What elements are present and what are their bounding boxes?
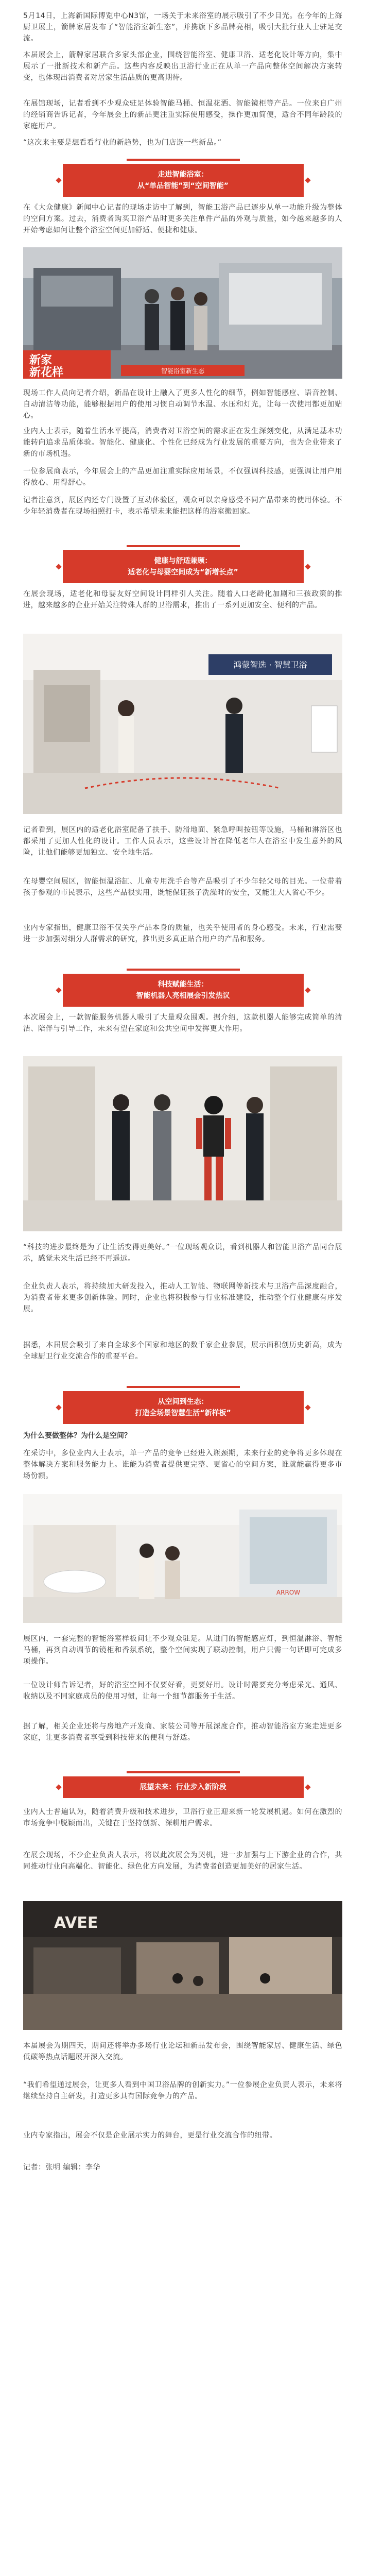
photo-caption-line-1: 新家 xyxy=(29,354,53,367)
showroom-photo xyxy=(23,247,342,379)
section-2-title-line-1: 健康与舒适兼顾： xyxy=(154,557,212,565)
section-3-title xyxy=(63,974,304,1007)
smart-bathroom-photo xyxy=(23,634,342,814)
section-3-paragraph-4: 据悉，本届展会吸引了来自全球多个国家和地区的数千家企业参展，展示面积创历史新高，成为全球厨卫行业交流合作的重要平台。 xyxy=(23,1341,342,1361)
intro-paragraph-3: 在展馆现场，记者看到不少观众驻足体验智能马桶、恒温花洒、智能镜柜等产品。一位来自广州的经销商告诉记者，今年展会上的新品更注重实际使用感受，操作更加简便，适合不同年龄段的家庭用户。 xyxy=(23,99,342,130)
section-2-title-line-2: 适老化与母婴空间成为“新增长点” xyxy=(128,568,238,577)
section-divider xyxy=(127,159,240,161)
booth-sign: 鸿蒙智选 · 智慧卫浴 xyxy=(233,660,307,670)
section-1-paragraph-2: 现场工作人员向记者介绍，新品在设计上融入了更多人性化的细节，例如智能感应、语音控制、自动清洁等功能，能够根据用户的使用习惯自动调节水温、水压和灯光，让每一次使用都更加贴心。 xyxy=(23,389,342,420)
showroom-illustration xyxy=(23,247,342,379)
section-1-paragraph-4: 一位参展商表示，今年展会上的产品更加注重实际应用场景，不仅强调科技感，更强调让用户用得放心、用得舒心。 xyxy=(23,467,342,487)
exhibition-hall-photo xyxy=(23,1901,342,2030)
section-3-title-line-1: 科技赋能生活： xyxy=(158,980,208,989)
photo-caption-line-2: 新花样 xyxy=(29,366,64,379)
section-1-title-line-1: 走进智能浴室： xyxy=(158,171,208,179)
section-5-paragraph-3: 本届展会为期四天，期间还将举办多场行业论坛和新品发布会，围绕智能家居、健康生活、绿色低碳等热点话题展开深入交流。 xyxy=(23,2042,342,2061)
section-divider xyxy=(127,1386,240,1388)
section-1-paragraph-1: 在《大众健康》新闻中心记者的现场走访中了解到，智能卫浴产品已逐步从单一功能升级为整体的空间方案。过去，消费者购买卫浴产品时更多关注单件产品的外观与质量，如今越来越多的人开始考虑如何让整个浴室空间更加舒适、便捷和健康。 xyxy=(23,204,342,234)
photo-tag: 智能浴室新生态 xyxy=(161,367,205,375)
section-1-title-line-2: 从“单品智能”到“空间智能” xyxy=(137,182,229,190)
section-2-paragraph-3: 在母婴空间展区，智能恒温浴缸、儿童专用洗手台等产品吸引了不少年轻父母的目光。一位带着孩子参观的市民表示，这些产品很实用，既能保证孩子洗澡时的安全，又能让大人省心不少。 xyxy=(23,877,342,897)
section-5-paragraph-5: 业内专家指出，展会不仅是企业展示实力的舞台，更是行业交流合作的纽带。 xyxy=(23,2131,277,2140)
exhibition-hall-illustration xyxy=(23,1901,342,2030)
section-5-paragraph-4: “我们希望通过展会，让更多人看到中国卫浴品牌的创新实力。”一位参展企业负责人表示，未来将继续坚持自主研发，打造更多具有国际竞争力的产品。 xyxy=(23,2081,342,2100)
section-4-title-line-1: 从空间到生态： xyxy=(158,1398,208,1406)
section-1-paragraph-3: 业内人士表示，随着生活水平提高，消费者对卫浴空间的需求正在发生深刻变化，从满足基本功能转向追求品质体验。智能化、健康化、个性化已经成为行业发展的重要方向，也为企业带来了新的市场机遇。 xyxy=(23,427,342,458)
robot-photo xyxy=(23,1056,342,1231)
section-5-paragraph-1: 业内人士普遍认为，随着消费升级和技术进步，卫浴行业正迎来新一轮发展机遇。如何在激烈的市场竞争中脱颖而出，关键在于坚持创新、深耕用户需求。 xyxy=(23,1808,342,1827)
section-4-paragraph-3: 一位设计师告诉记者，好的浴室空间不仅要好看，更要好用。设计时需要充分考虑采光、通风、收纳以及不同家庭成员的使用习惯，让每一个细节都服务于生活。 xyxy=(23,1681,342,1701)
section-5-paragraph-2: 在展会现场，不少企业负责人表示，将以此次展会为契机，进一步加强与上下游企业的合作，共同推动行业向高端化、智能化、绿色化方向发展，为消费者创造更加美好的居家生活。 xyxy=(23,1851,342,1871)
article-byline: 记者：张明 编辑：李华 xyxy=(23,2163,100,2172)
section-divider xyxy=(127,969,240,971)
section-2-title xyxy=(63,550,304,583)
section-4-paragraph-2: 展区内，一套完整的智能浴室样板间让不少观众驻足。从进门的智能感应灯，到恒温淋浴、智能马桶，再到自动调节的镜柜和香氛系统，整个空间实现了联动控制，用户只需一句话即可完成多项操作。 xyxy=(23,1635,342,1666)
robot-illustration xyxy=(23,1056,342,1231)
section-5-title xyxy=(63,1776,304,1798)
section-3-paragraph-1: 本次展会上，一款智能服务机器人吸引了大量观众围观。据介绍，这款机器人能够完成简单的清洁、陪伴与引导工作，未来有望在家庭和公共空间中发挥更大作用。 xyxy=(23,1013,342,1033)
hall-sign: AVEE xyxy=(54,1914,98,1932)
section-5-title-line-1: 展望未来：行业步入新阶段 xyxy=(140,1783,226,1791)
section-1-paragraph-5: 记者注意到，展区内还专门设置了互动体验区，观众可以亲身感受不同产品带来的使用体验。不少年轻消费者在现场拍照打卡，表示希望未来能把这样的浴室搬回家。 xyxy=(23,496,342,516)
section-divider xyxy=(127,1771,240,1773)
section-2-paragraph-4: 业内专家指出，健康卫浴不仅关乎产品本身的质量，也关乎使用者的身心感受。未来，行业需要进一步加强对细分人群需求的研究，推出更多真正贴合用户的产品和服务。 xyxy=(23,924,342,943)
intro-paragraph-2: 本届展会上，箭牌家居联合多家头部企业，围绕智能浴室、健康卫浴、适老化设计等方向，集中展示了一批新技术和新产品。这些内容反映出卫浴行业正在从单一产品向整体空间解决方案转变，也体现出消费者对居家生活品质的更高期待。 xyxy=(23,51,342,82)
section-3-title-line-2: 智能机器人亮相展会引发热议 xyxy=(136,992,230,1000)
spa-bathroom-illustration xyxy=(23,1494,342,1623)
brand-sign: ARROW xyxy=(276,1589,301,1596)
intro-paragraph-1: 5月14日，上海新国际博览中心N3馆，一场关于未来浴室的展示吸引了不少目光。在今年的上海厨卫展上，箭牌家居发布了“智能浴室新生态”，并携旗下多品牌亮相，吸引大批行业人士驻足交流。 xyxy=(23,12,342,43)
section-2-paragraph-2: 记者看到，展区内的适老化浴室配备了扶手、防滑地面、紧急呼叫按钮等设施，马桶和淋浴区也都采用了更加人性化的设计。工作人员表示，这些设计旨在降低老年人在浴室中发生意外的风险，让他们能够更加独立、安全地生活。 xyxy=(23,826,342,857)
section-2-paragraph-1: 在展会现场，适老化和母婴友好空间设计同样引人关注。随着人口老龄化加剧和三孩政策的推进，越来越多的企业开始关注特殊人群的卫浴需求，推出了一系列更加安全、便利的产品。 xyxy=(23,590,342,609)
section-divider xyxy=(127,545,240,547)
section-4-title xyxy=(63,1391,304,1424)
intro-paragraph-4: “这次来主要是想看看行业的新趋势，也为门店选一些新品。” xyxy=(23,139,222,147)
section-4-paragraph-4: 据了解，相关企业还将与房地产开发商、家装公司等开展深度合作，推动智能浴室方案走进更多家庭，让更多消费者享受到科技带来的便利与舒适。 xyxy=(23,1722,342,1742)
section-4-lead: 为什么要做整体？为什么是空间？ xyxy=(23,1432,131,1440)
section-3-paragraph-2: “科技的进步最终是为了让生活变得更美好。”一位现场观众说，看到机器人和智能卫浴产品同台展示，感觉未来生活已经不再遥远。 xyxy=(23,1243,342,1263)
section-4-paragraph-1: 在采访中，多位业内人士表示，单一产品的竞争已经进入瓶颈期，未来行业的竞争将更多体现在整体解决方案和服务能力上。谁能为消费者提供更完整、更省心的空间方案，谁就能赢得更多市场份额。 xyxy=(23,1449,342,1480)
section-3-paragraph-3: 企业负责人表示，将持续加大研发投入，推动人工智能、物联网等新技术与卫浴产品深度融合，为消费者带来更多创新体验。同时，企业也将积极参与行业标准建设，推动整个行业健康有序发展。 xyxy=(23,1282,342,1313)
smart-bathroom-illustration xyxy=(23,634,342,814)
spa-bathroom-photo xyxy=(23,1494,342,1623)
section-1-title xyxy=(63,164,304,197)
section-4-title-line-2: 打造全场景智慧生活“新样板” xyxy=(135,1409,231,1417)
